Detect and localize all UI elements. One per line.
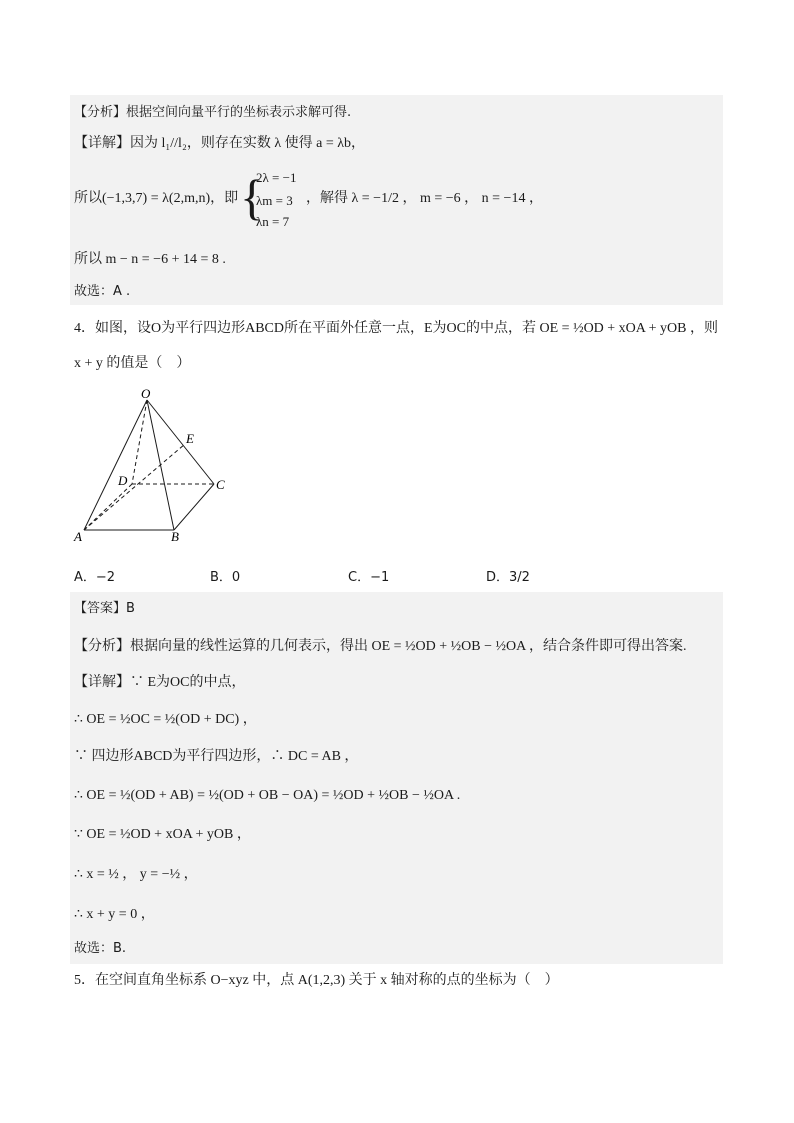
q3-analysis: 【分析】根据空间向量平行的坐标表示求解可得. <box>74 105 352 120</box>
q4-detail-7: ∴ x + y = 0 ， <box>74 907 155 922</box>
vertex-label-c: C <box>216 477 225 492</box>
q4-analysis: 【分析】根据向量的线性运算的几何表示，得出 OE = ½OD + ½OB − ½OA ，结合条件即可得出答案. <box>74 639 687 654</box>
q3-system-prefix: 所以(−1,3,7) = λ(2,m,n)，即 <box>74 191 239 206</box>
q5-stem: 5．在空间直角坐标系 O−xyz 中，点 A(1,2,3) 关于 x 轴对称的点的坐标为（ ） <box>74 973 559 988</box>
q3-system-row2: λm = 3 <box>256 193 293 208</box>
q3-detail: 【详解】因为 l₁//l₂，则存在实数 λ 使得 a = λb， <box>74 136 366 151</box>
q4-stem-line1: 4．如图，设O为平行四边形ABCD所在平面外任意一点，E为OC的中点，若 OE = ½OD + xOA + yOB ，则 <box>74 321 718 336</box>
vertex-label-a: A <box>74 529 82 544</box>
q4-detail-4: ∴ OE = ½(OD + AB) = ½(OD + OB − OA) = ½OD + ½OB − ½OA . <box>74 788 461 803</box>
option-d[interactable]: D．3/2 <box>486 570 530 585</box>
q4-stem-line2: x + y 的值是（ ） <box>74 356 191 371</box>
q4-answer: 【答案】B <box>74 601 135 616</box>
q3-system-suffix: ，解得 λ = −1/2 ， m = −6 ， n = −14 ， <box>306 191 543 206</box>
q3-result: 所以 m − n = −6 + 14 = 8 . <box>74 252 226 267</box>
q4-detail-6: ∴ x = ½ ， y = −½ ， <box>74 867 198 882</box>
option-b[interactable]: B．0 <box>210 570 241 585</box>
vertex-label-e: E <box>186 431 194 446</box>
q3-system-row3: λn = 7 <box>256 214 290 229</box>
option-c[interactable]: C．−1 <box>348 570 390 585</box>
q4-detail-1: 【详解】∵ E为OC的中点， <box>74 675 246 690</box>
vertex-label-d: D <box>118 473 128 488</box>
vertex-label-b: B <box>171 529 179 544</box>
q3-system-row1: 2λ = −1 <box>256 170 297 185</box>
vertex-label-o: O <box>141 386 151 401</box>
q3-choice: 故选：A . <box>74 284 131 299</box>
q4-detail-2: ∴ OE = ½OC = ½(OD + DC) ， <box>74 712 257 727</box>
q3-system-brace: { <box>240 169 264 225</box>
q4-detail-3: ∵ 四边形ABCD为平行四边形，∴ DC = AB ， <box>74 749 359 764</box>
option-a[interactable]: A．−2 <box>74 570 116 585</box>
q4-detail-5: ∵ OE = ½OD + xOA + yOB ， <box>74 827 251 842</box>
q4-choice: 故选：B. <box>74 941 127 956</box>
